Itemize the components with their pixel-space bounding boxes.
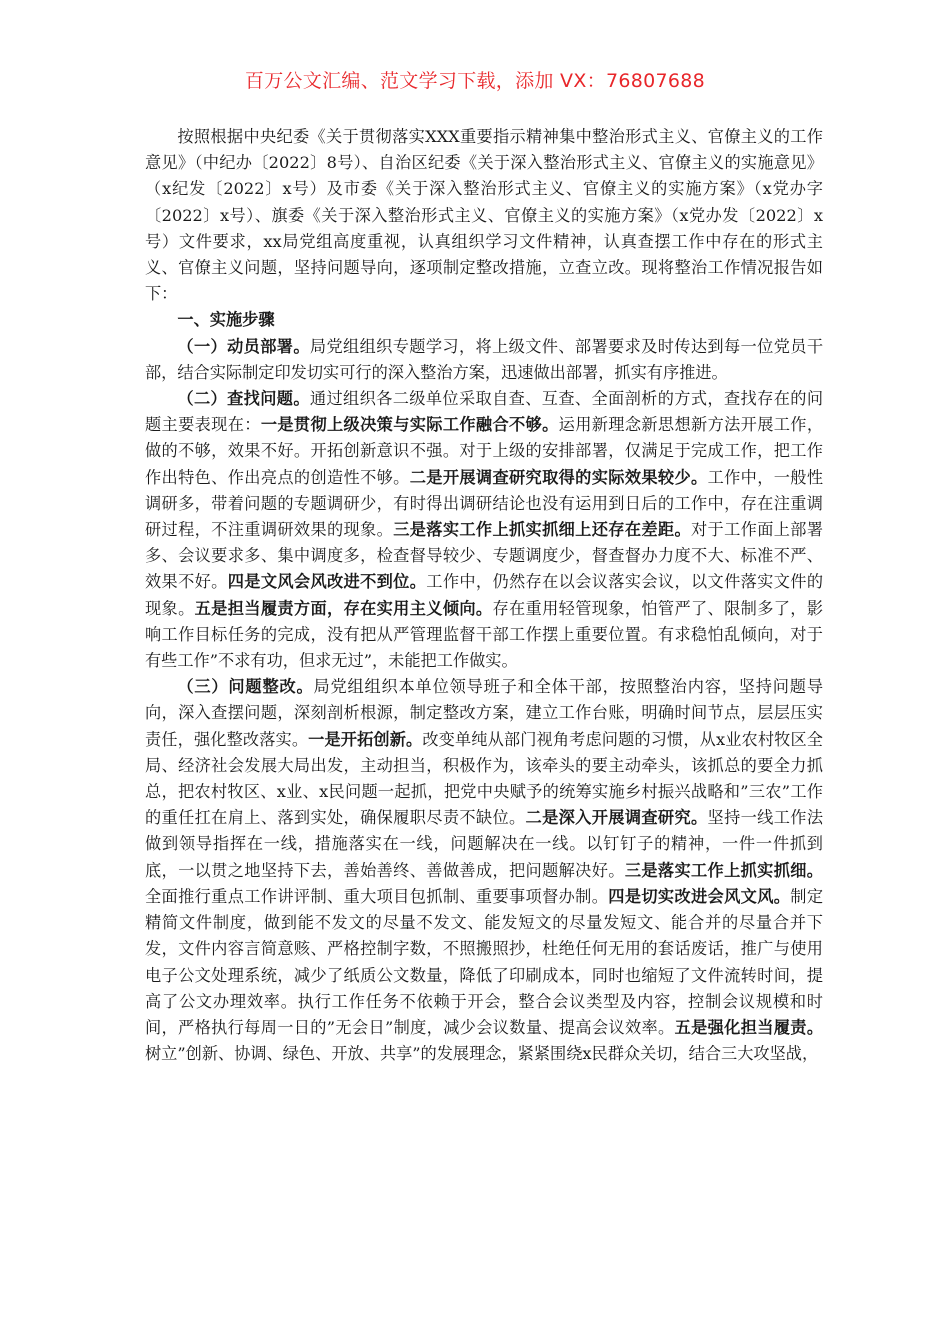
section-heading-implementation xyxy=(145,307,823,333)
watermark-header: 百万公文汇编、范文学习下载，添加 VX：76807688 xyxy=(244,70,706,92)
paragraph-lead: （一）动员部署。 xyxy=(177,336,310,356)
problem-point-2: 二是开展调查研究取得的实际效果较少。 xyxy=(409,467,708,487)
paragraph-rectification xyxy=(145,674,823,1067)
paragraph-text: 运用新理念新思想新方法开展工作，做的不够，效果不好。开拓创新意识不强。对于上级的安排部署，仅满足于完成工作，把工作作出特色、作出亮点的创造性不够。 xyxy=(145,415,824,487)
paragraph-text: 局党组组织本单位领导班子和全体干部，按照整治内容，坚持问题导向，深入查摆问题，深刻剖析根源，制定整改方案，建立工作台账，明确时间节点，层层压实责任，强化整改落实。 xyxy=(145,677,824,749)
problem-point-3: 三是落实工作上抓实抓细上还存在差距。 xyxy=(393,520,692,540)
paragraph-text: 制定精简文件制度，做到能不发文的尽量不发文、能发短文的尽量发短文、能合并的尽量合并下发，文件内容言简意赅、严格控制字数，不照搬照抄，杜绝任何无用的套话废话，推广与使用电子公文处理系统，减少了纸质公文数量，降低了印刷成本，同时也缩短了文件流转时间，提高了公文办理效率。执行工作任务不依赖于开会，整合会议类型及内容，控制会议规模和时间，严格执行每周一日的”无会日”制度，减少会议数量、提高会议效率。 xyxy=(145,886,824,1037)
section-heading-text: 一、实施步骤 xyxy=(177,310,275,330)
paragraph-text: 树立”创新、协调、绿色、开放、共享”的发展理念，紧紧围绕x民群众关切，结合三大攻坚战， xyxy=(145,1044,819,1064)
paragraph-text: 工作中，仍然存在以会议落实会议，以文件落实文件的现象。 xyxy=(145,572,824,618)
paragraph-text: 通过组织各二级单位采取自查、互查、全面剖析的方式，查找存在的问题主要表现在： xyxy=(145,389,824,435)
paragraph-text: 改变单纯从部门视角考虑问题的习惯，从x业农村牧区全局、经济社会发展大局出发，主动担当，积极作为，该牵头的要主动牵头，该抓总的要全力抓总，把农村牧区、x业、x民问题一起抓，把党中央赋予的统筹实施乡村振兴战略和”三农”工作的重任扛在肩上、落到实处，确保履职尽责不缺位。 xyxy=(145,729,823,828)
paragraph-text: 存在重用轻管现象，怕管严了、限制多了，影响工作目标任务的完成，没有把从严管理监督干部工作摆上重要位置。有求稳怕乱倾向，对于有些工作”不求有功，但求无过”，未能把工作做实。 xyxy=(145,598,824,671)
paragraph-mobilization xyxy=(145,334,823,386)
paragraph-text: 坚持一线工作法做到领导指挥在一线，措施落实在一线，问题解决在一线。以钉钉子的精神，一件一件抓到底，一以贯之地坚持下去，善始善终、善做善成，把问题解决好。 xyxy=(145,808,824,880)
problem-point-5: 五是担当履责方面，存在实用主义倾向。 xyxy=(194,598,493,618)
rectify-point-2: 二是深入开展调查研究。 xyxy=(525,808,708,828)
paragraph-lead: （二）查找问题。 xyxy=(177,389,310,409)
paragraph-text: 全面推行重点工作讲评制、重大项目包抓制、重要事项督办制。 xyxy=(145,886,609,906)
problem-point-4: 四是文风会风改进不到位。 xyxy=(227,572,427,592)
rectify-point-5: 五是强化担当履责。 xyxy=(674,1017,824,1037)
paragraph-text: 工作中，一般性调研多，带着问题的专题调研少，有时得出调研结论也没有运用到日后的工作中，存在注重调研过程，不注重调研效果的现象。 xyxy=(145,467,824,540)
paragraph-lead: （三）问题整改。 xyxy=(177,677,314,697)
rectify-point-1: 一是开拓创新。 xyxy=(308,729,423,749)
document-body xyxy=(145,124,823,1067)
paragraph-find-problems xyxy=(145,386,823,674)
rectify-point-3: 三是落实工作上抓实抓细。 xyxy=(624,860,823,880)
problem-point-1: 一是贯彻上级决策与实际工作融合不够。 xyxy=(260,415,559,435)
intro-paragraph: 按照根据中央纪委《关于贯彻落实XXX重要指示精神集中整治形式主义、官僚主义的工作意见》（中纪办〔2022〕8号）、自治区纪委《关于深入整治形式主义、官僚主义的实施意见》（x纪发〔2022〕x号）及市委《关于深入整治形式主义、官僚主义的实施方案》（x党办字〔2022〕x号）、旗委《关于深入整治形式主义、官僚主义的实施方案》（x党办发〔2022〕x号）文件要求，xx局党组高度重视，认真组织学习文件精神，认真查摆工作中存在的形式主义、官僚主义问题，坚持问题导向，逐项制定整改措施，立查立改。现将整治工作情况报告如下： xyxy=(145,127,823,304)
paragraph-text: 局党组组织专题学习，将上级文件、部署要求及时传达到每一位党员干部，结合实际制定印发切实可行的深入整治方案，迅速做出部署，抓实有序推进。 xyxy=(145,336,824,382)
paragraph-text: 对于工作面上部署多、会议要求多、集中调度多，检查督导较少、专题调度少，督查督办力度不大、标准不严、效果不好。 xyxy=(145,520,824,592)
rectify-point-4: 四是切实改进会风文风。 xyxy=(608,886,791,906)
